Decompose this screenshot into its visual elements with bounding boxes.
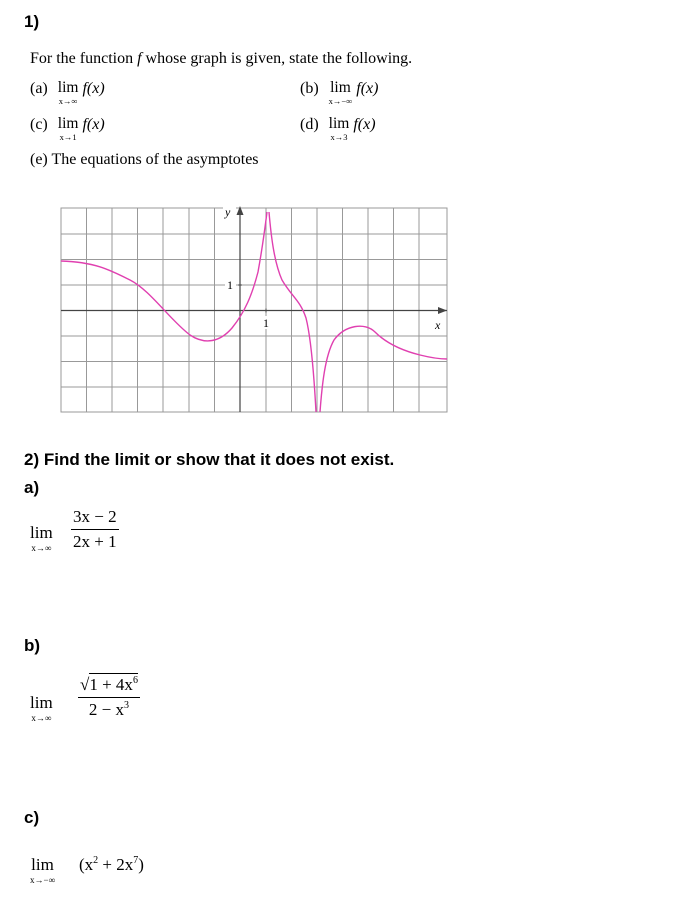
problem-2c-limit xyxy=(30,856,55,885)
exponent-2: 7 xyxy=(133,855,139,866)
item-b-expression: f(x) xyxy=(356,80,379,97)
problem-2c-expression xyxy=(79,855,144,875)
lim-word: lim xyxy=(30,523,53,542)
lim-subscript: x→∞ xyxy=(31,713,52,723)
lim-word: lim xyxy=(31,855,54,874)
problem-2b-fraction xyxy=(78,676,140,719)
y-tick-label: 1 xyxy=(227,278,233,292)
y-axis-arrow xyxy=(237,206,244,215)
radicand-text: 1 + 4x xyxy=(89,675,133,694)
function-curve xyxy=(61,212,447,412)
lim-subscript: x→∞ xyxy=(58,96,78,106)
radicand-exponent: 6 xyxy=(132,675,138,686)
denominator-exponent: 3 xyxy=(124,699,130,711)
problem-2-heading: 2) Find the limit or show that it does not exist. xyxy=(24,450,395,469)
lim-word: lim xyxy=(57,115,79,132)
lim-word: lim xyxy=(330,79,351,96)
item-c-expression: f(x) xyxy=(82,116,105,133)
sqrt-radicand xyxy=(89,673,138,694)
intro-text-pre: For the function xyxy=(30,50,138,67)
problem-2a-label: a) xyxy=(24,478,40,497)
intro-text-post: whose graph is given, state the following. xyxy=(141,50,413,67)
curve-middle-branch xyxy=(269,212,316,412)
item-a-expression: f(x) xyxy=(82,80,105,97)
x-tick-label: 1 xyxy=(263,316,269,330)
problem-2a-limit xyxy=(30,524,53,553)
sqrt-symbol: √ xyxy=(80,675,90,694)
expr-mid: + 2x xyxy=(98,855,134,874)
x-axis-arrow xyxy=(438,307,447,314)
lim-word: lim xyxy=(30,693,53,712)
expr-open: (x xyxy=(79,855,94,874)
problem-2c-label: c) xyxy=(24,808,40,827)
lim-subscript: x→∞ xyxy=(31,543,52,553)
item-e: (e) The equations of the asymptotes xyxy=(30,151,259,168)
fraction-numerator xyxy=(78,676,140,695)
denominator-text: 2 − x xyxy=(88,699,125,719)
x-axis-label: x xyxy=(435,318,441,332)
item-c-label: (c) xyxy=(30,116,48,133)
item-b-label: (b) xyxy=(300,80,319,97)
curve-right-branch xyxy=(320,326,447,412)
fraction-bar xyxy=(78,697,140,698)
problem-2a-fraction xyxy=(71,508,119,551)
fraction-denominator: 2x + 1 xyxy=(73,531,117,551)
problem-2b-limit xyxy=(30,694,53,723)
fraction-denominator xyxy=(87,701,131,720)
lim-subscript: x→1 xyxy=(59,132,77,142)
y-axis-label: y xyxy=(225,205,231,219)
lim-subscript: x→−∞ xyxy=(30,875,55,885)
lim-subscript: x→3 xyxy=(330,132,348,142)
item-d-expression: f(x) xyxy=(353,116,376,133)
function-graph xyxy=(0,0,694,440)
fraction-bar xyxy=(71,529,119,530)
fraction-numerator: 3x − 2 xyxy=(73,507,117,526)
lim-subscript: x→−∞ xyxy=(328,96,353,106)
lim-word: lim xyxy=(328,115,350,132)
intro-function-symbol: f xyxy=(137,50,142,67)
curve-left-branch xyxy=(61,212,267,341)
exponent-1: 2 xyxy=(93,855,99,866)
lim-word: lim xyxy=(57,79,79,96)
expr-close: ) xyxy=(138,855,144,874)
item-a-label: (a) xyxy=(30,80,48,97)
problem-2b-label: b) xyxy=(24,636,41,655)
problem-1-number: 1) xyxy=(24,12,40,31)
item-d-label: (d) xyxy=(300,116,319,133)
